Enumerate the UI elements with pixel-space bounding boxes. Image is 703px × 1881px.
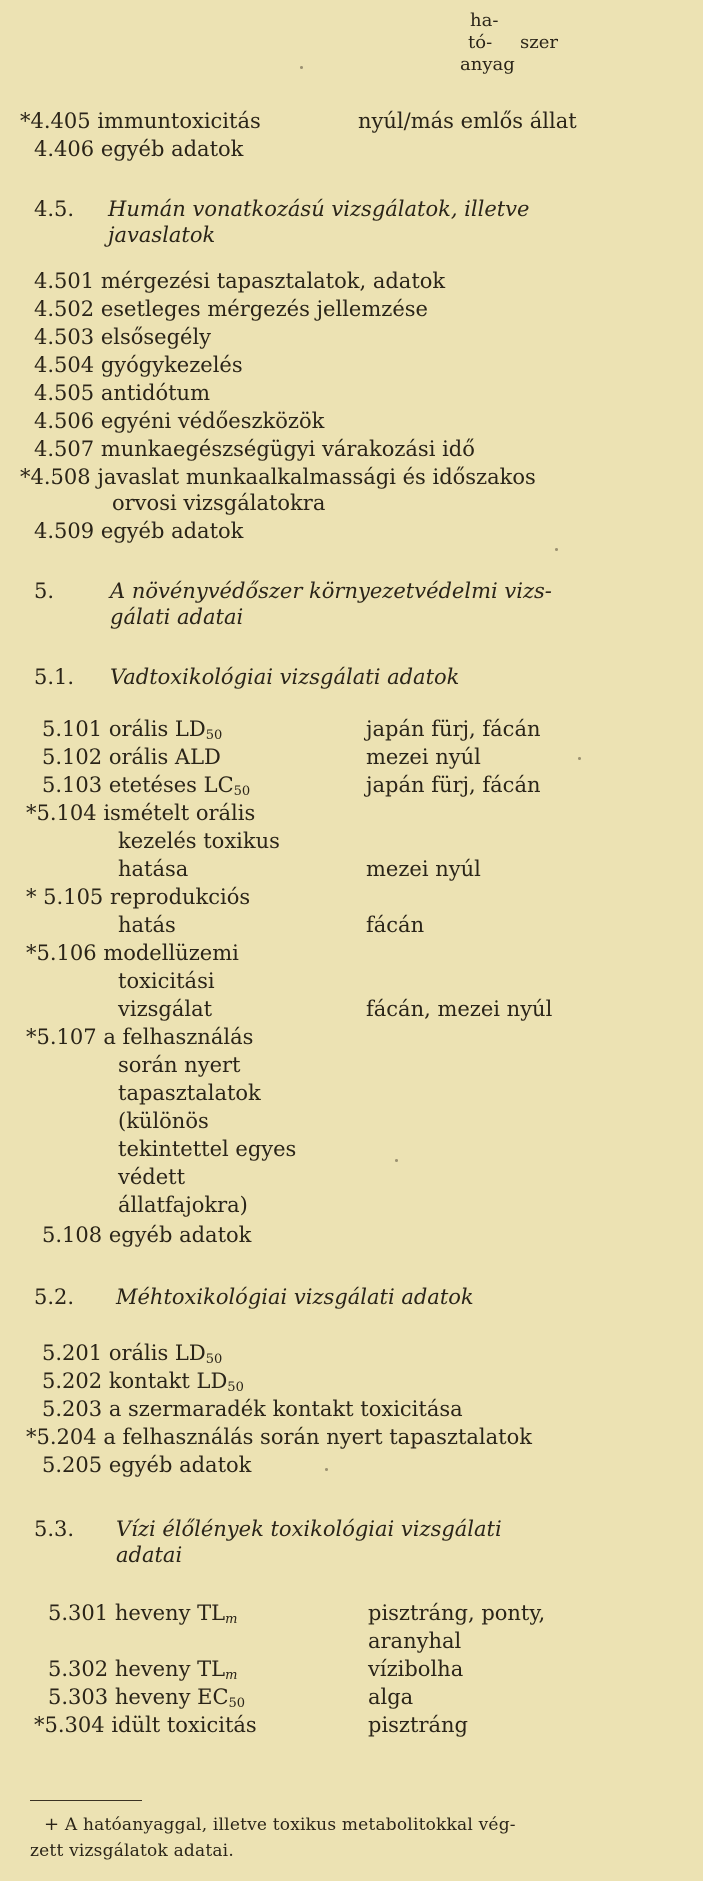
section-5-number: 5. (34, 579, 55, 603)
row-5301 (48, 1600, 237, 1626)
row-5105 (26, 884, 250, 910)
row-code: *4.405 (20, 109, 91, 133)
row-4506 (34, 408, 324, 434)
row-subscript: 50 (228, 1696, 246, 1711)
row-text: etetéses LC (108, 773, 234, 797)
row-5101-species: japán fürj, fácán (366, 717, 541, 741)
row-text: gyógykezelés (100, 353, 243, 377)
row-5101 (42, 716, 222, 742)
row-code: *5.204 (26, 1425, 97, 1449)
row-4501 (34, 268, 445, 294)
paper-speck (325, 1468, 328, 1471)
row-5204 (26, 1424, 532, 1450)
row-text: heveny EC (114, 1685, 229, 1709)
row-5107-line5: tekintettel egyes (118, 1137, 297, 1161)
header-line3: anyag (460, 54, 515, 75)
footnote-rule (30, 1800, 142, 1801)
row-5203 (42, 1396, 463, 1422)
row-text: idült toxicitás (111, 1713, 257, 1737)
row-5106-line3: vizsgálat (118, 997, 213, 1021)
row-code: 4.501 (34, 269, 95, 293)
row-5106-line2: toxicitási (118, 969, 215, 993)
row-text: egyéb adatok (100, 137, 244, 161)
row-5105-species: fácán (366, 913, 425, 937)
row-5107 (26, 1024, 253, 1050)
row-code: 5.108 (42, 1223, 103, 1247)
row-5104-line3: hatása (118, 857, 189, 881)
header-line1: ha- (470, 10, 499, 31)
paper-speck (395, 1159, 398, 1162)
row-5205 (42, 1452, 251, 1478)
row-5302-species: vízibolha (368, 1657, 464, 1681)
row-code: 5.101 (42, 717, 103, 741)
row-5303-species: alga (368, 1685, 414, 1709)
row-code: 4.502 (34, 297, 95, 321)
row-5202 (42, 1368, 244, 1394)
row-4406 (34, 136, 243, 162)
row-code: 5.102 (42, 745, 103, 769)
section-5-1-number: 5.1. (34, 665, 75, 689)
row-5106 (26, 940, 239, 966)
row-text: ismételt orális (103, 801, 256, 825)
row-4507 (34, 436, 475, 462)
footnote (44, 1812, 516, 1838)
row-5304-species: pisztráng (368, 1713, 468, 1737)
row-code: 5.301 (48, 1601, 109, 1625)
row-4508-cont: orvosi vizsgálatokra (112, 491, 326, 515)
row-5103-species: japán fürj, fácán (366, 773, 541, 797)
row-text: egyéb adatok (108, 1453, 252, 1477)
row-text: elsősegély (100, 325, 212, 349)
row-5304 (34, 1712, 257, 1738)
row-5104 (26, 800, 255, 826)
row-5102 (42, 744, 221, 770)
row-code: *4.508 (20, 465, 91, 489)
row-5201 (42, 1340, 222, 1366)
row-code: 4.503 (34, 325, 95, 349)
row-code: 5.201 (42, 1341, 103, 1365)
row-code: 4.506 (34, 409, 95, 433)
section-5-2-number: 5.2. (34, 1285, 75, 1309)
row-code: *5.106 (26, 941, 97, 965)
row-text: kontakt LD (108, 1369, 228, 1393)
row-code: 4.507 (34, 437, 95, 461)
section-4-5-title: Humán vonatkozású vizsgálatok, illetve (108, 197, 530, 221)
section-4-5-number: 4.5. (34, 197, 75, 221)
row-5103 (42, 772, 250, 798)
row-5106-species: fácán, mezei nyúl (366, 997, 553, 1021)
row-text: egyéb adatok (100, 519, 244, 543)
row-4405-species: nyúl/más emlős állat (358, 109, 577, 133)
row-text: orális ALD (108, 745, 221, 769)
row-text: modellüzemi (103, 941, 239, 965)
row-subscript: 50 (227, 1380, 244, 1395)
row-5107-line4: (különös (118, 1109, 209, 1133)
row-code: 4.509 (34, 519, 95, 543)
row-5107-line7: állatfajokra) (118, 1193, 248, 1217)
footnote-line1: A hatóanyaggal, illetve toxikus metabolitokkal vég- (64, 1815, 516, 1835)
row-4504 (34, 352, 243, 378)
row-5104-line2: kezelés toxikus (118, 829, 280, 853)
row-text: mérgezési tapasztalatok, adatok (100, 269, 446, 293)
footnote-mark: + (44, 1814, 60, 1835)
paper-speck (300, 66, 303, 69)
row-text: reprodukciós (109, 885, 251, 909)
row-text: heveny TL (114, 1601, 226, 1625)
row-4502 (34, 296, 428, 322)
row-code: 5.202 (42, 1369, 103, 1393)
row-5303 (48, 1684, 245, 1710)
row-4503 (34, 324, 211, 350)
row-5108 (42, 1222, 251, 1248)
row-code: 5.302 (48, 1657, 109, 1681)
section-5-3-number: 5.3. (34, 1517, 75, 1541)
row-subscript: m (225, 1612, 238, 1627)
row-text: egyéni védőeszközök (100, 409, 325, 433)
row-5107-line6: védett (118, 1165, 186, 1189)
row-5107-line2: során nyert (118, 1053, 241, 1077)
row-text: egyéb adatok (108, 1223, 252, 1247)
row-4508 (20, 464, 536, 490)
row-text: antidótum (100, 381, 210, 405)
row-code: 4.505 (34, 381, 95, 405)
row-code: 4.406 (34, 137, 95, 161)
row-text: orális LD (108, 1341, 206, 1365)
row-text: a felhasználás (103, 1025, 254, 1049)
row-5102-species: mezei nyúl (366, 745, 481, 769)
row-code: * 5.105 (26, 885, 104, 909)
row-subscript: 50 (233, 784, 251, 799)
row-text: immuntoxicitás (97, 109, 261, 133)
row-subscript: 50 (205, 1352, 223, 1367)
row-5302 (48, 1656, 237, 1682)
section-5-title-cont: gálati adatai (110, 605, 244, 629)
row-text: esetleges mérgezés jellemzése (100, 297, 428, 321)
section-5-1-title: Vadtoxikológiai vizsgálati adatok (110, 665, 460, 689)
row-subscript: m (225, 1668, 238, 1683)
row-text: munkaegészségügyi várakozási idő (100, 437, 475, 461)
section-5-2-title: Méhtoxikológiai vizsgálati adatok (116, 1285, 474, 1309)
row-4505 (34, 380, 210, 406)
row-text: a szermaradék kontakt toxicitása (108, 1397, 463, 1421)
row-text: heveny TL (114, 1657, 226, 1681)
row-code: 5.203 (42, 1397, 103, 1421)
header-line2a: tó- (468, 32, 493, 53)
row-code: *5.304 (34, 1713, 105, 1737)
row-subscript: 50 (205, 728, 223, 743)
row-text: orális LD (108, 717, 206, 741)
row-text: javaslat munkaalkalmassági és időszakos (97, 465, 536, 489)
row-5104-species: mezei nyúl (366, 857, 481, 881)
row-5301-species: pisztráng, ponty, (368, 1601, 546, 1625)
section-5-3-title: Vízi élőlények toxikológiai vizsgálati (116, 1517, 502, 1541)
section-5-title: A növényvédőszer környezetvédelmi vizs- (110, 579, 552, 603)
footnote-line2: zett vizsgálatok adatai. (30, 1841, 234, 1861)
row-code: 5.103 (42, 773, 103, 797)
row-text: a felhasználás során nyert tapasztalatok (103, 1425, 532, 1449)
row-4405 (20, 108, 261, 134)
row-5301-species-cont: aranyhal (368, 1629, 462, 1653)
section-5-3-title-cont: adatai (116, 1543, 183, 1567)
row-5107-line3: tapasztalatok (118, 1081, 261, 1105)
row-code: 4.504 (34, 353, 95, 377)
row-4509 (34, 518, 243, 544)
paper-speck (578, 757, 581, 760)
row-code: 5.303 (48, 1685, 109, 1709)
paper-speck (555, 548, 558, 551)
row-code: *5.104 (26, 801, 97, 825)
section-4-5-title-cont: javaslatok (108, 223, 216, 247)
row-5105-line2: hatás (118, 913, 176, 937)
header-line2b: szer (520, 32, 558, 53)
row-code: 5.205 (42, 1453, 103, 1477)
row-code: *5.107 (26, 1025, 97, 1049)
